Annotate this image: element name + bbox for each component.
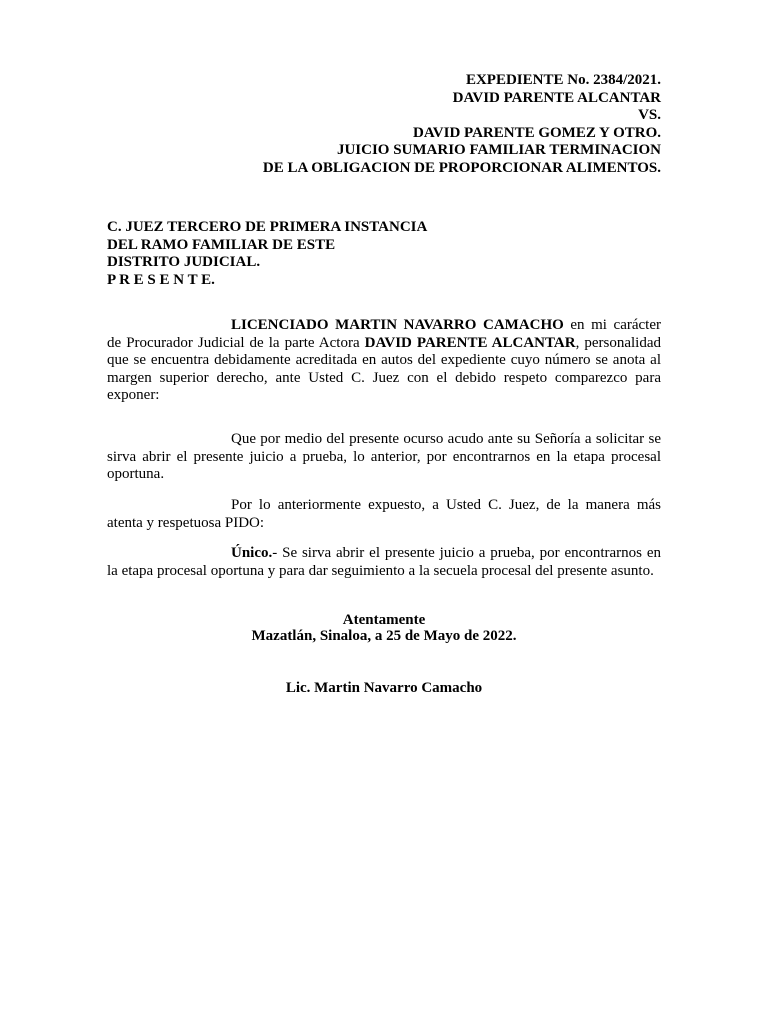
intro-paragraph [107, 317, 661, 405]
defendant-name: DAVID PARENTE GOMEZ Y OTRO. [413, 124, 661, 141]
place-date: Mazatlán, Sinaloa, a 25 de Mayo de 2022. [251, 628, 517, 644]
case-header [263, 72, 661, 178]
addressee-line1: C. JUEZ TERCERO DE PRIMERA INSTANCIA [107, 219, 428, 235]
request-paragraph [107, 431, 661, 484]
versus-label: VS. [638, 107, 661, 124]
party-name: DAVID PARENTE ALCANTAR [364, 334, 576, 351]
salutation: Atentamente [342, 612, 426, 628]
case-type-line1: JUICIO SUMARIO FAMILIAR TERMINACION [336, 142, 661, 159]
intro-text-b: , personalidad que se encuentra debidamente acreditada en autos del expediente cuyo número se anota al margen superior derecho, ante Usted C. Juez con el debido respeto comparezco para exponer: [107, 334, 662, 403]
petition-paragraph [107, 497, 661, 532]
attorney-name: LICENCIADO MARTIN NAVARRO CAMACHO [231, 317, 564, 333]
addressee-presente: P R E S E N T E. [107, 271, 215, 288]
request-text: Que por medio del presente ocurso acudo ante su Señoría a solicitar se sirva abrir el presente juicio a prueba, lo anterior, por encontrarnos en la etapa procesal oportuna. [107, 431, 661, 482]
addressee-block [107, 219, 427, 289]
addressee-line2: DEL RAMO FAMILIAR DE ESTE [107, 236, 336, 253]
intro-text-a: en mi carácter de Procurador Judicial de la parte Actora [107, 317, 661, 351]
unico-text: - Se sirva abrir el presente juicio a prueba, por encontrarnos en la etapa procesal oportuna y para dar seguimiento a la secuela procesal del presente asunto. [107, 545, 661, 579]
plaintiff-name: DAVID PARENTE ALCANTAR [452, 89, 661, 106]
petition-text: Por lo anteriormente expuesto, a Usted C. Juez, de la manera más atenta y respetuosa PIDO: [107, 497, 661, 531]
unico-paragraph [107, 545, 661, 580]
signature-name: Lic. Martin Navarro Camacho [285, 680, 483, 696]
unico-label: Único. [231, 545, 273, 561]
addressee-line3: DISTRITO JUDICIAL. [107, 254, 261, 271]
case-number: EXPEDIENTE No. 2384/2021. [465, 72, 661, 88]
case-type-line2: DE LA OBLIGACION DE PROPORCIONAR ALIMENTOS. [262, 159, 661, 176]
